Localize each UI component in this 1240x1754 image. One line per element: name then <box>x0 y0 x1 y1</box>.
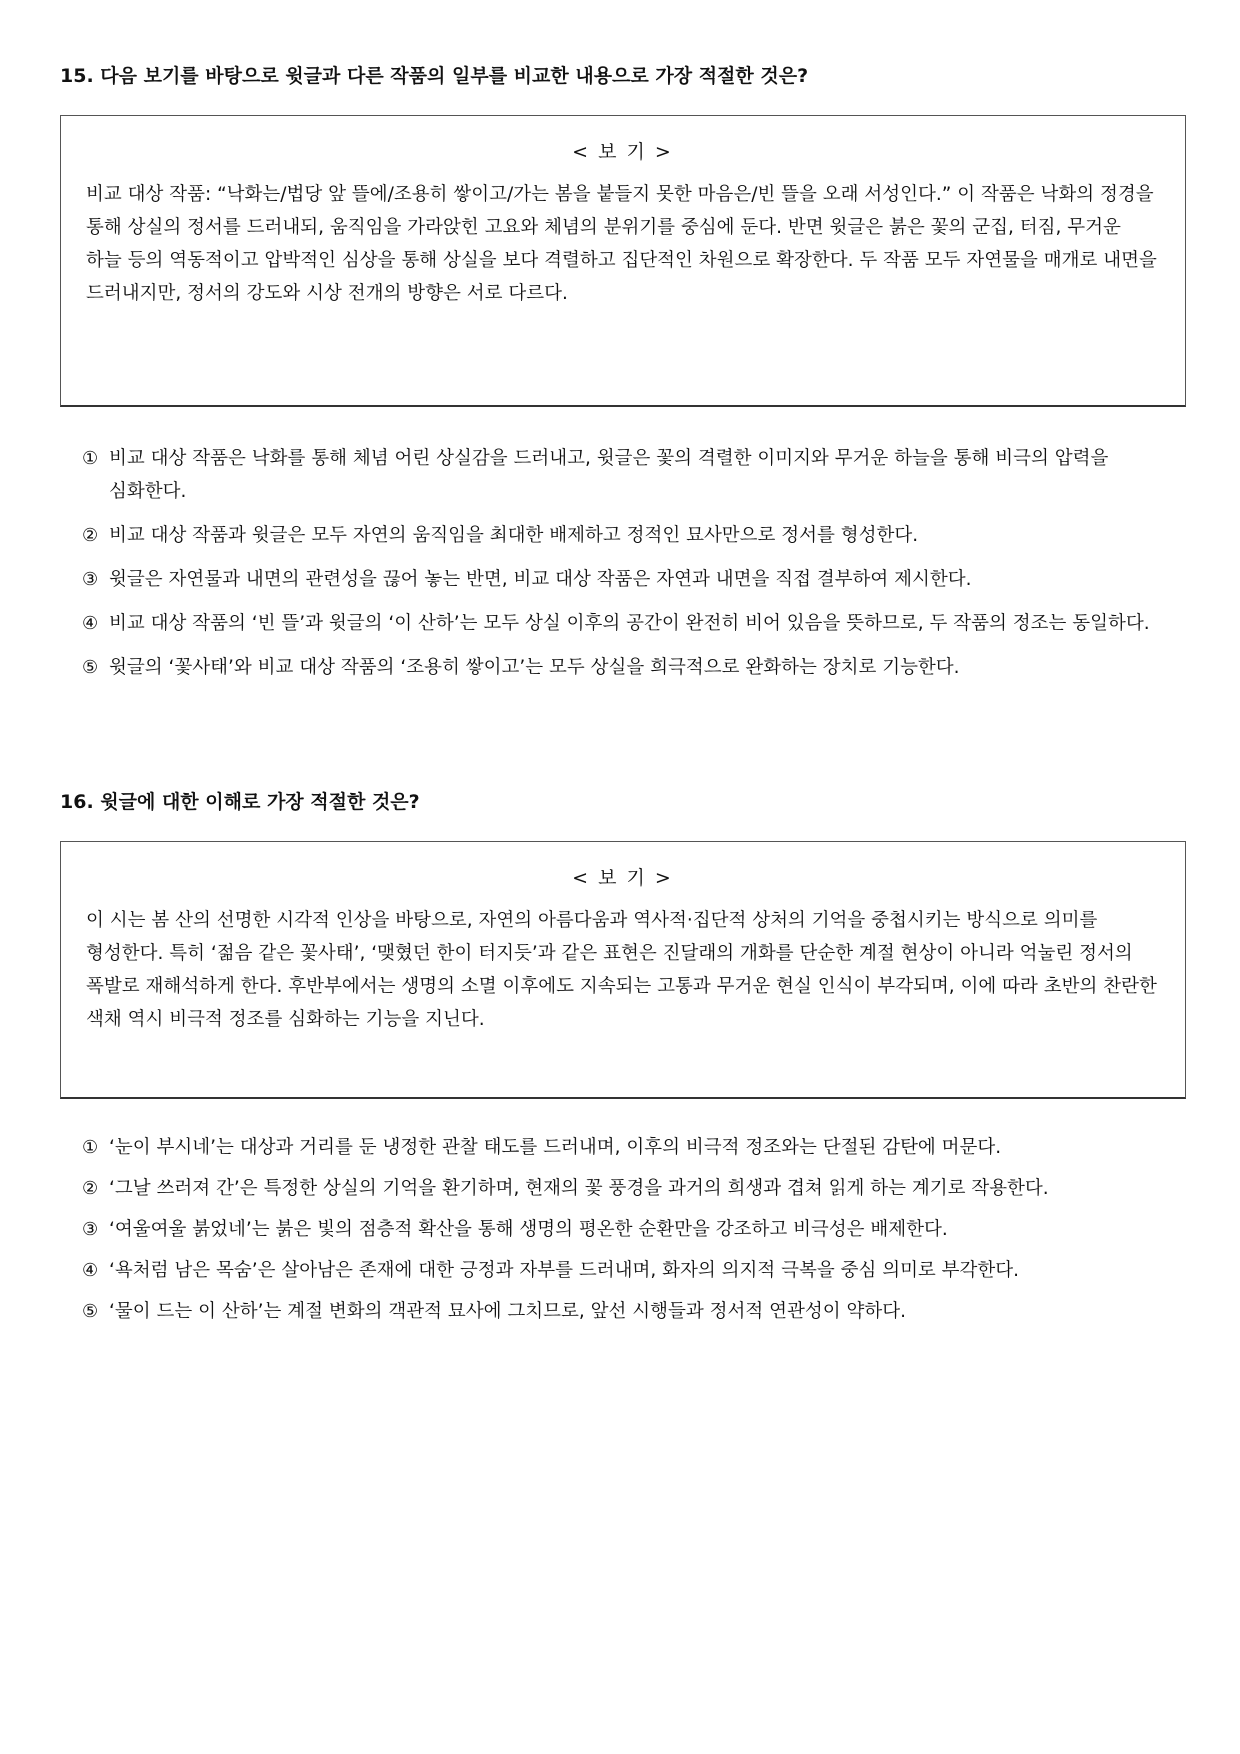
choice-text: ‘물이 드는 이 산하’는 계절 변화의 객관적 묘사에 그치므로, 앞선 시행들과 정서적 연관성이 약하다. <box>109 1301 906 1322</box>
choice-4[interactable] <box>82 607 1186 640</box>
bogi-heading: < 보 기 > <box>572 141 673 163</box>
choice-number: ① <box>82 448 99 469</box>
choice-text: 비교 대상 작품의 ‘빈 뜰’과 윗글의 ‘이 산하’는 모두 상실 이후의 공간이 완전히 비어 있음을 뜻하므로, 두 작품의 정조는 동일하다. <box>109 613 1150 634</box>
question-16 <box>60 788 1186 1336</box>
choice-number: ② <box>82 1178 99 1199</box>
question-title: 15. 다음 보기를 바탕으로 윗글과 다른 작품의 일부를 비교한 내용으로 가장 적절한 것은? <box>60 65 809 87</box>
choice-number: ② <box>82 525 99 546</box>
bogi-text: 비교 대상 작품: “낙화는/법당 앞 뜰에/조용히 쌓이고/가는 봄을 붙들지 못한 마음은/빈 뜰을 오래 서성인다.” 이 작품은 낙화의 정경을 통해 상실의 정서를 드러내되, 움직임을 가라앉힌 고요와 체념의 분위기를 중심에 둔다. 반면 윗글은 붉은 꽃의 군집, 터짐, 무거운 하늘 등의 역동적이고 압박적인 심상을 통해 상실을 보다 격렬하고 집단적인 차원으로 확장한다. 두 작품 모두 자연물을 매개로 내면을 드러내지만, 정서의 강도와 시상 전개의 방향은 서로 다르다. <box>86 184 1157 304</box>
bogi-text: 이 시는 봄 산의 선명한 시각적 인상을 바탕으로, 자연의 아름다움과 역사적·집단적 상처의 기억을 중첩시키는 방식으로 의미를 형성한다. 특히 ‘젊음 같은 꽃사태’, ‘맺혔던 한이 터지듯’과 같은 표현은 진달래의 개화를 단순한 계절 현상이 아니라 억눌린 정서의 폭발로 재해석하게 한다. 후반부에서는 생명의 소멸 이후에도 지속되는 고통과 무거운 현실 인식이 부각되며, 이에 따라 초반의 찬란한 색채 역시 비극적 정조를 심화하는 기능을 지닌다. <box>86 910 1157 1030</box>
bogi-box <box>60 115 1186 407</box>
question-title: 16. 윗글에 대한 이해로 가장 적절한 것은? <box>60 791 420 813</box>
choice-1[interactable] <box>82 442 1186 508</box>
choice-text: 비교 대상 작품은 낙화를 통해 체념 어린 상실감을 드러내고, 윗글은 꽃의 격렬한 이미지와 무거운 하늘을 통해 비극의 압력을 심화한다. <box>109 448 1109 502</box>
choice-number: ⑤ <box>82 657 99 678</box>
choice-number: ④ <box>82 1260 99 1281</box>
choice-3[interactable] <box>82 1213 1186 1246</box>
choice-text: ‘욕처럼 남은 목숨’은 살아남은 존재에 대한 긍정과 자부를 드러내며, 화자의 의지적 극복을 중심 의미로 부각한다. <box>109 1260 1020 1281</box>
choice-text: ‘눈이 부시네’는 대상과 거리를 둔 냉정한 관찰 태도를 드러내며, 이후의 비극적 정조와는 단절된 감탄에 머문다. <box>109 1137 1002 1158</box>
choice-number: ③ <box>82 1219 99 1240</box>
choice-2[interactable] <box>82 1172 1186 1205</box>
choice-text: ‘그날 쓰러져 간’은 특정한 상실의 기억을 환기하며, 현재의 꽃 풍경을 과거의 희생과 겹쳐 읽게 하는 계기로 작용한다. <box>109 1178 1049 1199</box>
choice-number: ③ <box>82 569 99 590</box>
choice-text: ‘여울여울 붉었네’는 붉은 빛의 점층적 확산을 통해 생명의 평온한 순환만을 강조하고 비극성은 배제한다. <box>109 1219 948 1240</box>
choice-number: ⑤ <box>82 1301 99 1322</box>
choice-list <box>60 1131 1186 1328</box>
question-15 <box>60 62 1186 695</box>
bogi-heading: < 보 기 > <box>572 867 673 889</box>
choice-2[interactable] <box>82 519 1186 552</box>
choice-1[interactable] <box>82 1131 1186 1164</box>
choice-3[interactable] <box>82 563 1186 596</box>
choice-5[interactable] <box>82 1295 1186 1328</box>
choice-text: 비교 대상 작품과 윗글은 모두 자연의 움직임을 최대한 배제하고 정적인 묘사만으로 정서를 형성한다. <box>109 525 919 546</box>
choice-list <box>60 442 1186 684</box>
choice-5[interactable] <box>82 651 1186 684</box>
choice-number: ④ <box>82 613 99 634</box>
choice-number: ① <box>82 1137 99 1158</box>
choice-text: 윗글의 ‘꽃사태’와 비교 대상 작품의 ‘조용히 쌓이고’는 모두 상실을 희극적으로 완화하는 장치로 기능한다. <box>109 657 960 678</box>
bogi-box <box>60 841 1186 1099</box>
choice-4[interactable] <box>82 1254 1186 1287</box>
choice-text: 윗글은 자연물과 내면의 관련성을 끊어 놓는 반면, 비교 대상 작품은 자연과 내면을 직접 결부하여 제시한다. <box>109 569 972 590</box>
